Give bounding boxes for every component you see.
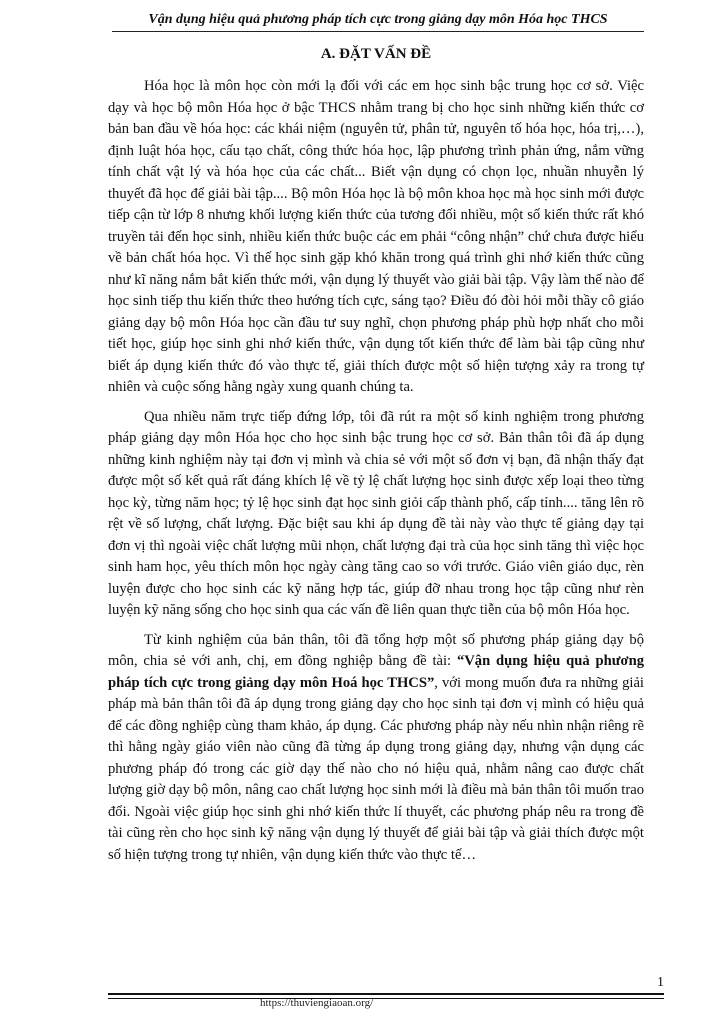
body-text: [108, 76, 644, 874]
footer-url[interactable]: https://thuviengiaoan.org/: [260, 997, 374, 1009]
page-number: 1: [657, 975, 664, 990]
topic-title: “Vận dụng hiệu quả phương pháp tích cực trong giảng dạy môn Hoá học THCS”: [108, 653, 644, 691]
footer-rule: [108, 993, 664, 995]
paragraph-2: Qua nhiều năm trực tiếp đứng lớp, tôi đã rút ra một số kinh nghiệm trong phương pháp giảng dạy môn Hóa học cho học sinh bậc trung học cơ sở. Bản thân tôi đã áp dụng những kinh nghiệm này tại đơn vị mình và chia sẻ với một số đơn vị bạn, đã nhận thấy đạt được một số kết quả rất đáng khích lệ về tỷ lệ chất lượng học sinh được xếp loại theo từng học kỳ, từng năm học; tỷ lệ học sinh đạt học sinh giỏi cấp thành phố, cấp tỉnh.... tăng lên rõ rệt về số lượng, chất lượng. Đặc biệt sau khi áp dụng đề tài này vào thực tế giảng dạy tại đơn vị thì ngoài việc chất lượng mũi nhọn, chất lượng đại trà của học sinh tăng thì việc học sinh ham học, yêu thích môn học ngày càng tăng cao so với trước. Giáo viên giáo dục, rèn luyện được cho học sinh các kỹ năng hợp tác, giúp đỡ nhau trong học tập cũng như rèn luyện kỹ năng sống cho học sinh qua các vấn đề liên quan thực tiễn của bộ môn Hóa học.: [108, 408, 644, 618]
paragraph-1: Hóa học là môn học còn mới lạ đối với các em học sinh bậc trung học cơ sở. Việc dạy và học bộ môn Hóa học ở bậc THCS nhằm trang bị cho học sinh những kiến thức cơ bản ban đầu về hóa học: các khái niệm (nguyên tử, phân tử, nguyên tố hóa học, hóa trị,…), định luật hóa học, cấu tạo chất, công thức hóa học, lập phương trình phản ứng, nắm vững tính chất vật lý và hóa học của các chất... Biết vận dụng có chọn lọc, nhuần nhuyễn lý thuyết đã học để giải bài tập.... Bộ môn Hóa học là bộ môn khoa học mà học sinh mới được tiếp cận từ lớp 8 nhưng khối lượng kiến thức của tương đối nhiều, một số kiến thức rất khó truyền tải đến học sinh, nhiều kiến thức buộc các em phải “công nhận” chứ chưa được hiểu về bản chất hóa học. Vì thế học sinh gặp khó khăn trong quá trình ghi nhớ kiến thức cũng như kĩ năng nắm bắt kiến thức mới, vận dụng lý thuyết vào giải bài tập. Vậy làm thế nào để học sinh tiếp thu kiến thức theo hướng tích cực, sáng tạo? Điều đó đòi hỏi mỗi thầy cô giáo giảng dạy bộ môn Hóa học cần đầu tư suy nghĩ, chọn phương pháp phù hợp nhất cho mỗi tiết học, giúp học sinh ghi nhớ kiến thức, vận dụng tốt kiến thức để làm bài tập cũng như biết áp dụng kiến thức đó vào thực tế, giải thích được một số hiện tượng xảy ra trong tự nhiên và cuộc sống hằng ngày xung quanh chúng ta.: [108, 78, 644, 395]
footer-rule-thin: [108, 998, 664, 999]
paragraph-3-intro: Từ kinh nghiệm của bản thân, tôi đã tổng hợp một số phương pháp giảng dạy bộ môn, chia sẻ với anh, chị, em đồng nghiệp bằng đề tài:: [108, 631, 644, 669]
running-header: Vận dụng hiệu quả phương pháp tích cực trong giảng dạy môn Hóa học THCS: [112, 12, 644, 32]
paragraph-3: [108, 630, 644, 867]
paragraph-3-rest: , với mong muốn đưa ra những giải pháp mà bản thân tôi đã áp dụng trong giảng dạy cho học sinh tại đơn vị mình có hiệu quả để các đồng nghiệp cùng tham khảo, áp dụng. Các phương pháp này nếu nhìn nhận riêng rẽ thì hằng ngày giáo viên nào cũng đã từng áp dụng trong giảng dạy, nhưng vận dụng các phương pháp đó trong các giờ dạy thế nào cho nó hiệu quả, nhằm nâng cao được chất lượng giờ dạy bộ môn, nâng cao chất lượng học sinh mới là điều mà bản thân tôi muốn trao đổi. Ngoài việc giúp học sinh ghi nhớ kiến thức lí thuyết, các phương pháp nêu ra trong đề tài cũng rèn cho học sinh kỹ năng vận dụng lý thuyết để giải bài tập và giải thích được một số hiện tượng trong tự nhiên, vận dụng kiến thức vào thực tế…: [108, 674, 644, 863]
section-title: A. ĐẶT VẤN ĐỀ: [320, 46, 432, 62]
